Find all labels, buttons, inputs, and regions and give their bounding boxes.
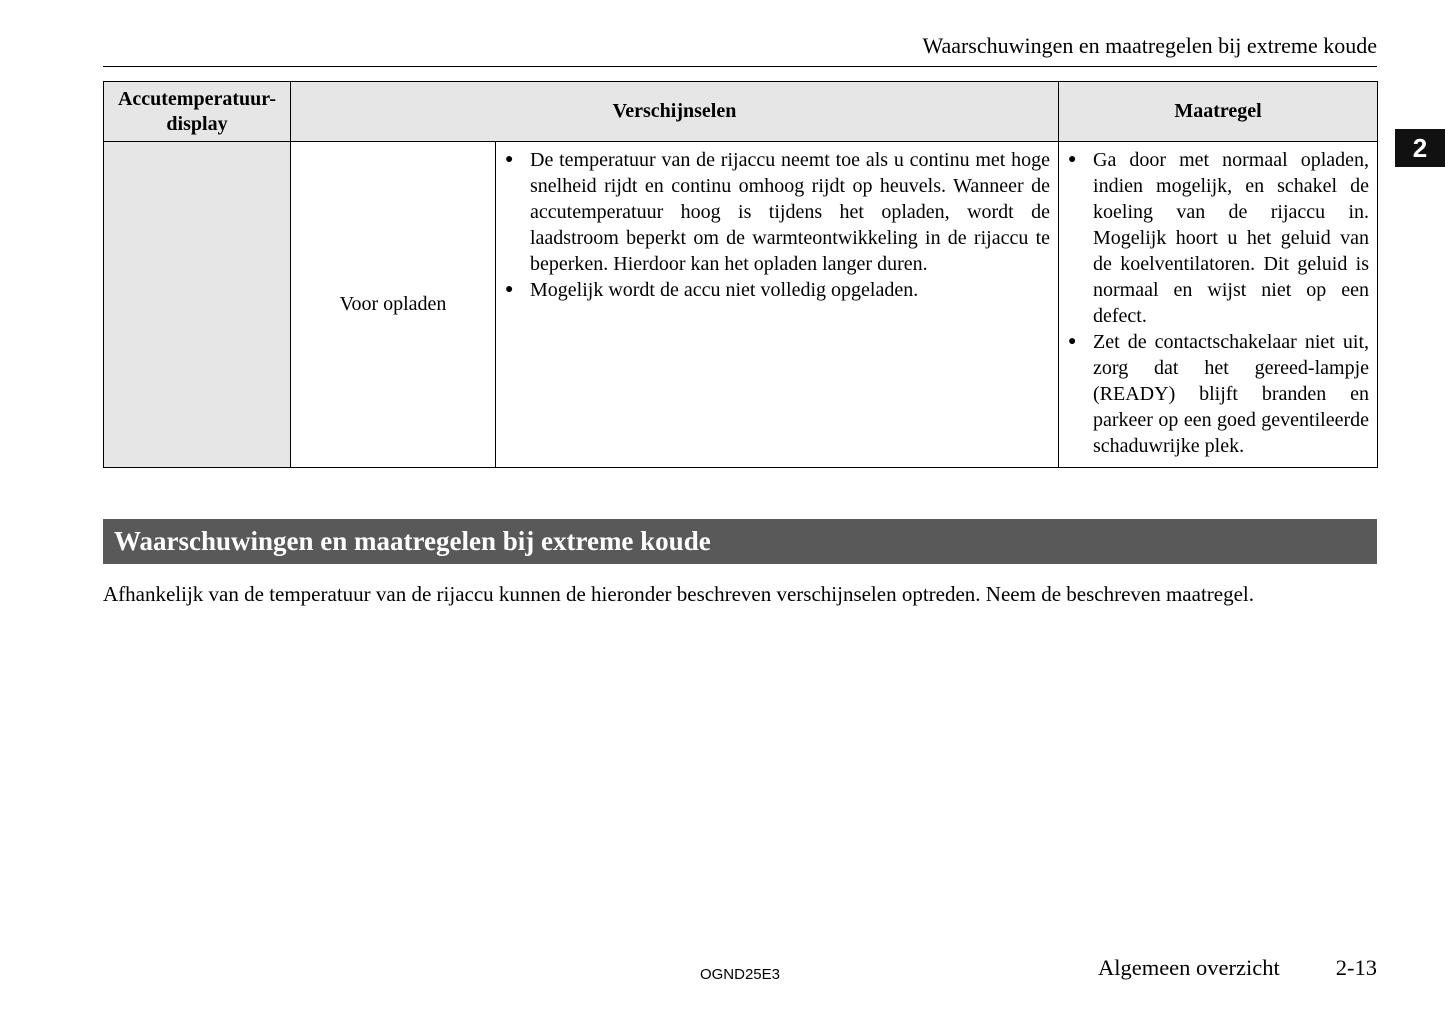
section-title: Waarschuwingen en maatregelen bij extreme koude [114,526,711,556]
list-item [505,277,1050,303]
chapter-number: 2 [1412,132,1428,163]
measure-text: Zet de contactschakelaar niet uit, zorg dat het gereed-lampje (READY) blijft branden en parkeer op een goed geventileerde schaduwrijke plek. [1093,331,1370,457]
measure-text: Ga door met normaal opladen, indien mogelijk, en schakel de koeling van de rijaccu in. Mogelijk hoort u het geluid van de koelventilatoren. Dit geluid is normaal en wijst niet op een defect. [1093,149,1370,327]
list-item [505,147,1050,277]
chapter-tab [1395,129,1445,167]
page-footer [1098,955,1377,981]
section-intro-text: Afhankelijk van de temperatuur van de rijaccu kunnen de hieronder beschreven verschijnselen optreden. Neem de beschreven maatregel. [103,582,1255,606]
col-header-symptoms: Verschijnselen [291,82,1059,142]
measures-list [1068,147,1369,459]
symptom-text: Mogelijk wordt de accu niet volledig opgeladen. [530,279,919,301]
bullet-icon: ● [1068,334,1077,349]
document-code: OGND25E3 [699,966,781,983]
col-header-display: Accutemperatuur-display [104,82,291,142]
bullet-icon: ● [505,282,514,297]
table-row [104,142,1378,468]
col-header-measure: Maatregel [1059,82,1378,142]
bullet-icon: ● [505,152,514,167]
footer-section-title: Algemeen overzicht [1097,955,1280,980]
condition-cell: Voor opladen [291,142,496,468]
list-item [1068,329,1369,459]
table-header-row [104,82,1378,142]
symptoms-list [505,147,1050,303]
section-title-bar [103,519,1377,564]
display-cell [104,142,291,468]
battery-temperature-table [103,81,1378,468]
footer-page-number: 2-13 [1335,955,1377,980]
bullet-icon: ● [1068,152,1077,167]
page-content [103,0,1377,608]
running-header: Waarschuwingen en maatregelen bij extreme koude [103,0,1377,67]
symptom-text: De temperatuur van de rijaccu neemt toe als u continu met hoge snelheid rijdt en continu omhoog rijdt op heuvels. Wanneer de accutemperatuur hoog is tijdens het opladen, wordt de laadstroom beperkt om de warmteontwikkeling in de rijaccu te beperken. Hierdoor kan het opladen langer duren. [530,149,1051,275]
list-item [1068,147,1369,329]
measures-cell [1059,142,1378,468]
symptoms-cell [496,142,1059,468]
